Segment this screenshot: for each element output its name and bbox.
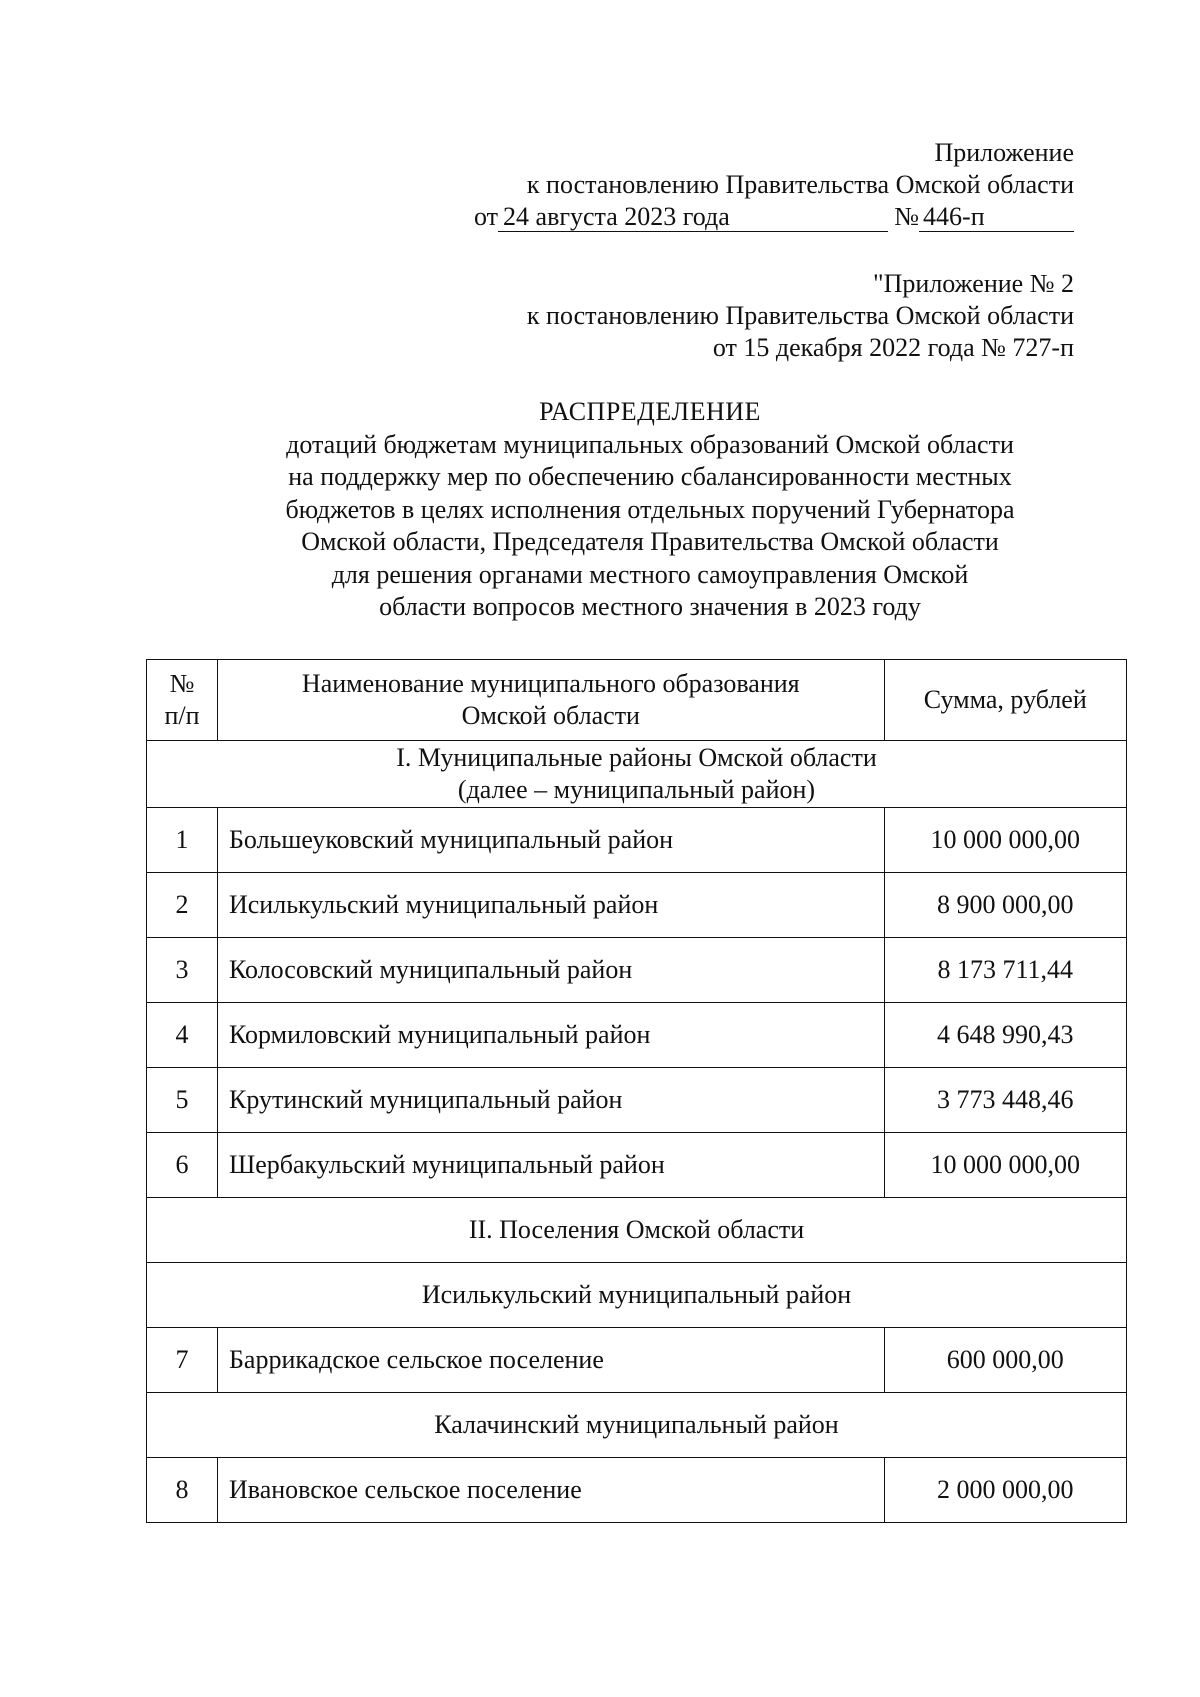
row-num: 5: [147, 1068, 218, 1133]
distribution-table: [146, 659, 1127, 1523]
row-name: Крутинский муниципальный район: [217, 1068, 884, 1133]
header-num: [147, 660, 218, 741]
subsection-title: Исилькульский муниципальный район: [147, 1263, 1127, 1328]
row-sum: 4 648 990,43: [884, 1003, 1126, 1068]
section-2-title: II. Поселения Омской области: [147, 1198, 1127, 1263]
table-row: [147, 808, 1127, 873]
header-name: [217, 660, 884, 741]
table-row: [147, 1003, 1127, 1068]
header-num-line2: п/п: [164, 701, 200, 730]
title-line: на поддержку мер по обеспечению сбалансированности местных: [288, 462, 1012, 491]
subsection-row: [147, 1263, 1127, 1328]
title-line: бюджетов в целях исполнения отдельных поручений Губернатора: [285, 494, 1015, 524]
title-line: для решения органами местного самоуправления Омской: [331, 559, 969, 589]
table-row: [147, 938, 1127, 1003]
section-row: [147, 741, 1127, 808]
section-row: [147, 1198, 1127, 1263]
date-prefix: от: [474, 202, 499, 231]
subsection-row: [147, 1393, 1127, 1458]
row-name: Кормиловский муниципальный район: [217, 1003, 884, 1068]
row-sum: 8 173 711,44: [884, 938, 1126, 1003]
row-sum: 600 000,00: [884, 1328, 1126, 1393]
appendix-header: [474, 137, 1074, 233]
appendix2-header: [474, 268, 1074, 364]
row-num: 1: [147, 808, 218, 873]
appendix-title: Приложение: [934, 138, 1074, 167]
row-name: Ивановское сельское поселение: [217, 1458, 884, 1523]
title-line: дотаций бюджетам муниципальных образований Омской области: [286, 429, 1014, 459]
row-num: 3: [147, 938, 218, 1003]
table-row: [147, 873, 1127, 938]
row-num: 4: [147, 1003, 218, 1068]
table-header-row: [147, 660, 1127, 741]
appendix2-date: от 15 декабря 2022 года № 727-п: [712, 333, 1074, 362]
row-sum: 8 900 000,00: [884, 873, 1126, 938]
row-sum: 2 000 000,00: [884, 1458, 1126, 1523]
header-sum: Сумма, рублей: [884, 660, 1126, 741]
row-name: Исилькульский муниципальный район: [217, 873, 884, 938]
header-name-line1: Наименование муниципального образования: [301, 669, 800, 698]
appendix-date: 24 августа 2023 года: [498, 203, 888, 232]
title-line: Омской области, Председателя Правительства Омской области: [301, 527, 999, 556]
table-row: [147, 1068, 1127, 1133]
title-heading: РАСПРЕДЕЛЕНИЕ: [539, 397, 761, 426]
appendix2-title: "Приложение № 2: [873, 269, 1074, 298]
row-name: Колосовский муниципальный район: [217, 938, 884, 1003]
table-row: [147, 1458, 1127, 1523]
section-1-line2: (далее – муниципальный район): [457, 775, 816, 804]
title-line: области вопросов местного значения в 2023 году: [379, 592, 921, 621]
appendix2-reference: к постановлению Правительства Омской области: [526, 301, 1074, 330]
appendix-reference: к постановлению Правительства Омской области: [526, 170, 1074, 199]
row-num: 8: [147, 1458, 218, 1523]
table-row: [147, 1328, 1127, 1393]
row-name: Баррикадское сельское поселение: [217, 1328, 884, 1393]
number-prefix: №: [894, 202, 920, 231]
header-name-line2: Омской области: [461, 701, 640, 730]
section-1-title: [147, 741, 1127, 808]
row-sum: 10 000 000,00: [884, 808, 1126, 873]
row-num: 7: [147, 1328, 218, 1393]
document-title: [200, 396, 1100, 624]
row-name: Шербакульский муниципальный район: [217, 1133, 884, 1198]
section-1-line1: I. Муниципальные районы Омской области: [396, 743, 877, 772]
table-row: [147, 1133, 1127, 1198]
row-sum: 3 773 448,46: [884, 1068, 1126, 1133]
appendix-date-line: [474, 201, 1074, 233]
row-num: 2: [147, 873, 218, 938]
row-sum: 10 000 000,00: [884, 1133, 1126, 1198]
subsection-title: Калачинский муниципальный район: [147, 1393, 1127, 1458]
row-num: 6: [147, 1133, 218, 1198]
appendix-number: 446-п: [919, 203, 1074, 232]
row-name: Большеуковский муниципальный район: [217, 808, 884, 873]
header-num-line1: №: [169, 669, 195, 698]
